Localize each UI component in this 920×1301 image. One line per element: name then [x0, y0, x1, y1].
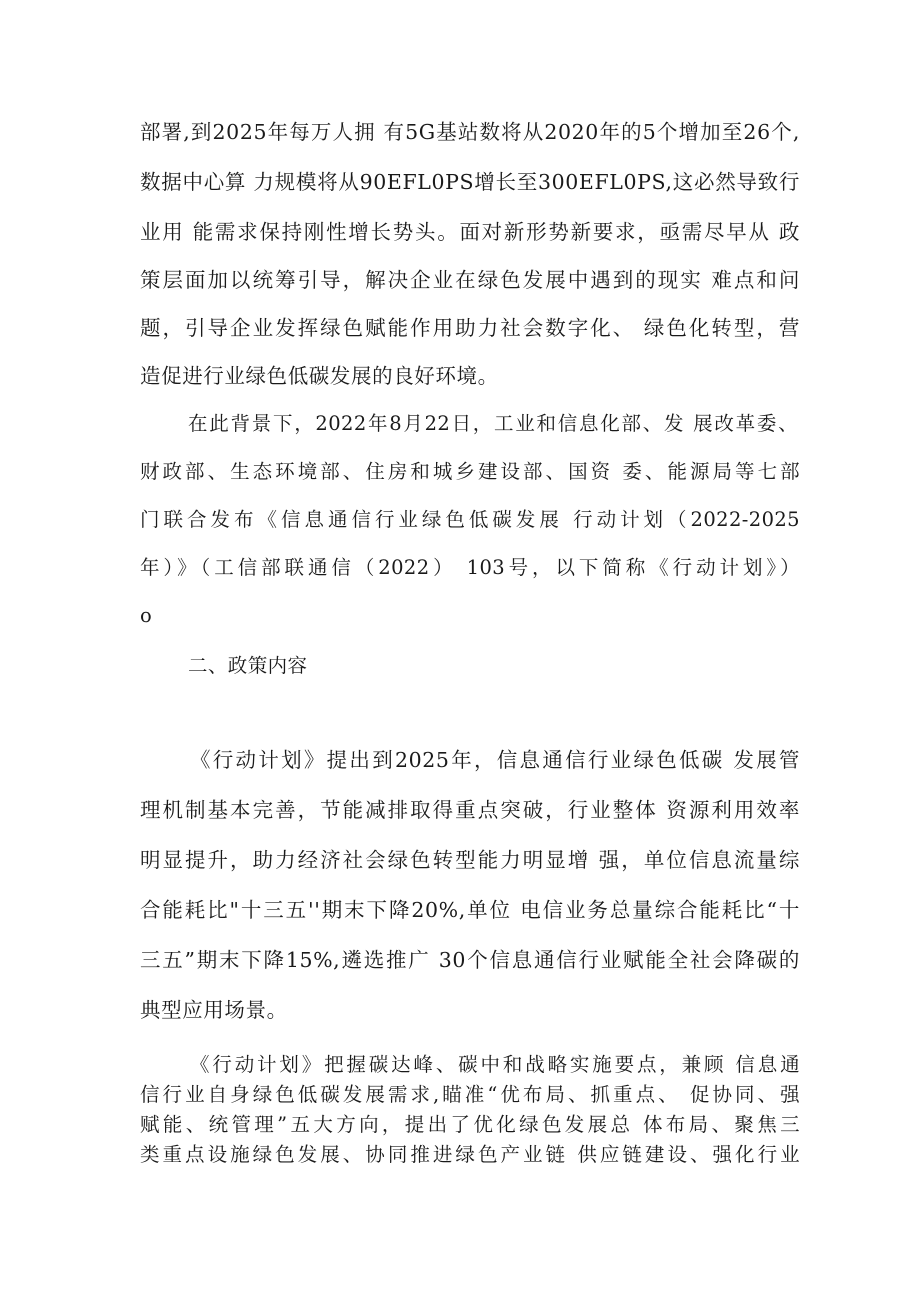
- paragraph-line: 业用 能需求保持刚性增长势头。面对新形势新要求，亟需尽早从 政: [140, 220, 800, 244]
- paragraph-line: 明显提升，助力经济社会绿色转型能力明显增 强，单位信息流量综: [140, 848, 800, 872]
- paragraph-line: 策层面加以统筹引导，解决企业在绿色发展中遇到的现实 难点和问: [140, 268, 800, 292]
- paragraph-line: 年）》（工信部联通信（2022） 103号，以下简称《行动计划》）: [140, 556, 800, 579]
- paragraph-line: 信行业自身绿色低碳发展需求,瞄准“优布局、抓重点、 促协同、强: [140, 1083, 800, 1106]
- paragraph-line: 合能耗比"十三五''期末下降20%,单位 电信业务总量综合能耗比“十: [140, 898, 800, 922]
- paragraph-line: o: [140, 604, 153, 627]
- paragraph-line: 赋能、统管理”五大方向，提出了优化绿色发展总 体布局、聚焦三: [140, 1113, 800, 1136]
- paragraph-line: 门联合发布《信息通信行业绿色低碳发展 行动计划（2022-2025: [140, 508, 800, 531]
- paragraph-line: 典型应用场景。: [140, 998, 288, 1022]
- paragraph-line: 题，引导企业发挥绿色赋能作用助力社会数字化、 绿色化转型，营: [140, 316, 800, 340]
- paragraph-line: 部署,到2025年每万人拥 有5G基站数将从2020年的5个增加至26个,: [140, 120, 800, 144]
- paragraph-line: 理机制基本完善，节能减排取得重点突破，行业整体 资源利用效率: [140, 798, 800, 822]
- paragraph-line: 财政部、生态环境部、住房和城乡建设部、国资 委、能源局等七部: [140, 460, 800, 483]
- paragraph-line: 造促进行业绿色低碳发展的良好环境。: [140, 364, 499, 388]
- paragraph-line: 三五”期末下降15%,遴选推广 30个信息通信行业赋能全社会降碳的: [140, 948, 800, 972]
- paragraph-line: 数据中心算 力规模将从90EFL0PS增长至300EFL0PS,这必然导致行: [140, 170, 800, 194]
- paragraph-line: 在此背景下，2022年8月22日，工业和信息化部、发 展改革委、: [188, 412, 798, 435]
- paragraph-line: 类重点设施绿色发展、协同推进绿色产业链 供应链建设、强化行业: [140, 1143, 800, 1166]
- section-heading: 二、政策内容: [188, 654, 308, 677]
- paragraph-line: 《行动计划》把握碳达峰、碳中和战略实施要点，兼顾 信息通: [190, 1053, 800, 1076]
- paragraph-line: 《行动计划》提出到2025年，信息通信行业绿色低碳 发展管: [190, 748, 800, 772]
